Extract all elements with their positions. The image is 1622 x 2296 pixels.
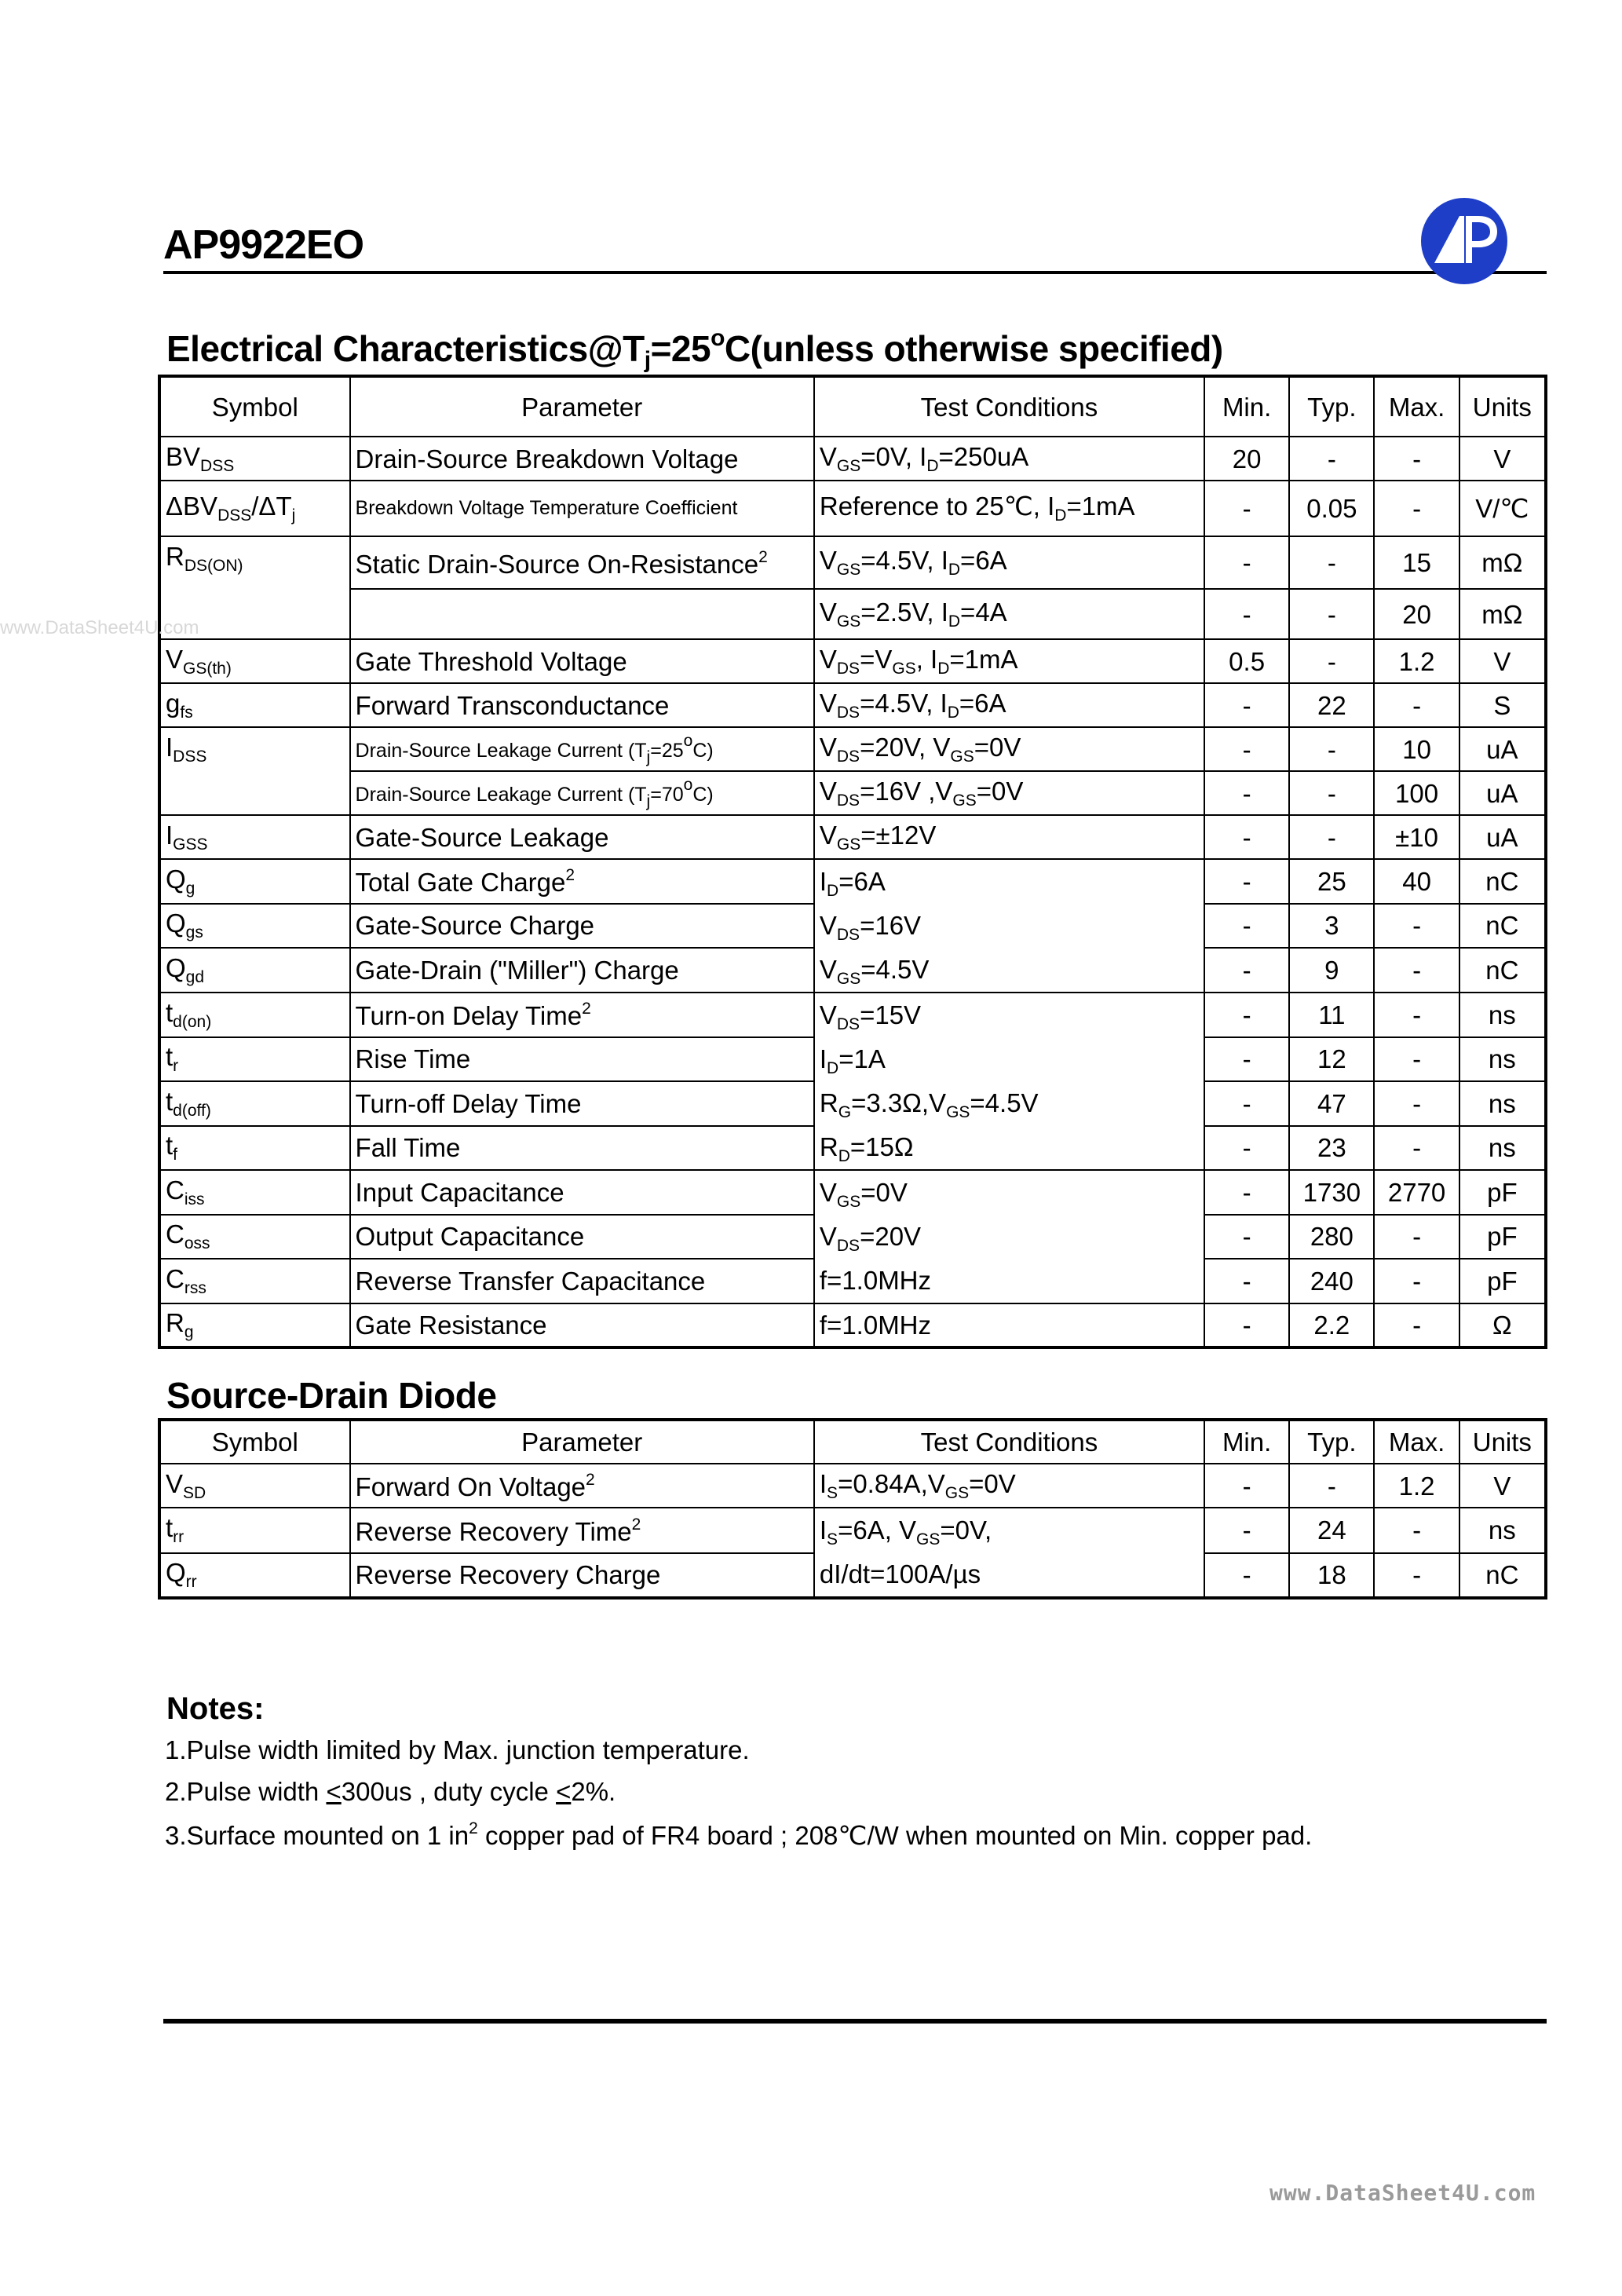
parameter-cell: [350, 589, 814, 639]
unit-cell: nC: [1459, 948, 1546, 993]
min-cell: -: [1204, 1259, 1289, 1303]
unit-cell: nC: [1459, 904, 1546, 949]
parameter-cell: Input Capacitance: [350, 1170, 814, 1215]
symbol-cell: $R_{DS(ON)}$: [159, 536, 350, 639]
max-cell: 100: [1374, 771, 1459, 815]
symbol-cell: $I_{GSS}$: [159, 815, 350, 859]
header-typ: Typ.: [1289, 1420, 1374, 1464]
max-cell: -: [1374, 904, 1459, 949]
min-cell: -: [1204, 1037, 1289, 1082]
header-units: Units: [1459, 1420, 1546, 1464]
condition-line: $V_{GS}=0V$: [819, 1178, 908, 1211]
parameter-cell: Gate-Source Charge: [350, 904, 814, 949]
symbol-cell: $C_{rss}$: [159, 1259, 350, 1303]
electrical-characteristics-title: Electrical $Characteristics@T_j=25^oC(unless$ otherwise specified): [166, 325, 1223, 373]
condition-line: f=1.0MHz: [819, 1266, 932, 1295]
parameter-cell: Reverse Recovery Charge: [350, 1553, 814, 1599]
table-row: [159, 727, 1546, 771]
header-conditions: Test Conditions: [814, 1420, 1204, 1464]
min-cell: -: [1204, 993, 1289, 1037]
min-cell: -: [1204, 1464, 1289, 1508]
min-cell: 0.5: [1204, 639, 1289, 683]
max-cell: 1.2: [1374, 639, 1459, 683]
unit-cell: nC: [1459, 859, 1546, 904]
min-cell: -: [1204, 481, 1289, 536]
unit-cell: ns: [1459, 1126, 1546, 1171]
symbol-cell: $C_{iss}$: [159, 1170, 350, 1215]
symbol-cell: $C_{oss}$: [159, 1215, 350, 1260]
condition-line: $V_{GS}=4.5V$: [819, 955, 930, 988]
table-row: [159, 771, 1546, 815]
unit-cell: Ω: [1459, 1303, 1546, 1347]
notes-title: Notes:: [166, 1691, 265, 1726]
parameter-cell: Static Drain-Source On-Resistance$^2$: [350, 536, 814, 589]
min-cell: 20: [1204, 437, 1289, 481]
parameter-cell: Gate-Source Leakage: [350, 815, 814, 859]
symbol-cell: $BV_{DSS}$: [159, 437, 350, 481]
unit-cell: V: [1459, 437, 1546, 481]
typ-cell: 0.05: [1289, 481, 1374, 536]
typ-cell: 12: [1289, 1037, 1374, 1082]
parameter-cell: Breakdown Voltage Temperature Coefficient: [350, 481, 814, 536]
max-cell: 15: [1374, 536, 1459, 589]
unit-cell: uA: [1459, 771, 1546, 815]
condition-cell: $V_{DS}=4.5V$, $I_D=6A$: [814, 683, 1204, 727]
table-row: [159, 1303, 1546, 1347]
part-number-title: AP9922EO: [163, 222, 364, 268]
unit-cell: uA: [1459, 815, 1546, 859]
table-header-row: [159, 1420, 1546, 1464]
symbol-cell: $I_{DSS}$: [159, 727, 350, 815]
unit-cell: pF: [1459, 1259, 1546, 1303]
typ-cell: -: [1289, 589, 1374, 639]
condition-cell: [814, 993, 1204, 1170]
condition-cell: [814, 859, 1204, 993]
condition-cell: $V_{GS}=4.5V$, $I_D=6A$: [814, 536, 1204, 589]
header-max: Max.: [1374, 376, 1459, 437]
unit-cell: ns: [1459, 1508, 1546, 1553]
max-cell: -: [1374, 1081, 1459, 1126]
min-cell: -: [1204, 815, 1289, 859]
condition-cell: [814, 1170, 1204, 1303]
typ-cell: 11: [1289, 993, 1374, 1037]
symbol-cell: $t_{d(off)}$: [159, 1081, 350, 1126]
parameter-cell: Turn-on Delay Time$^2$: [350, 993, 814, 1037]
max-cell: -: [1374, 481, 1459, 536]
symbol-cell: $t_r$: [159, 1037, 350, 1082]
unit-cell: V: [1459, 639, 1546, 683]
condition-cell: f=1.0MHz: [814, 1303, 1204, 1347]
note-3: 3.Surface mounted on 1 $in^2$ copper pad of FR4 board ; 208℃/W when mounted on Min. copper pad.: [165, 1819, 1313, 1850]
typ-cell: 24: [1289, 1508, 1374, 1553]
symbol-cell: $t_f$: [159, 1126, 350, 1171]
condition-cell: $I_S=0.84A,V_{GS}=0V$: [814, 1464, 1204, 1508]
header-conditions: Test Conditions: [814, 376, 1204, 437]
note-1: 1.Pulse width limited by Max. junction temperature.: [165, 1735, 750, 1764]
unit-cell: S: [1459, 683, 1546, 727]
header-min: Min.: [1204, 1420, 1289, 1464]
max-cell: 10: [1374, 727, 1459, 771]
max-cell: -: [1374, 1126, 1459, 1171]
symbol-cell: $V_{SD}$: [159, 1464, 350, 1508]
typ-cell: 2.2: [1289, 1303, 1374, 1347]
min-cell: -: [1204, 1126, 1289, 1171]
condition-cell: $V_{DS}=20V$, $V_{GS}=0V$: [814, 727, 1204, 771]
parameter-cell: Rise Time: [350, 1037, 814, 1082]
max-cell: 2770: [1374, 1170, 1459, 1215]
condition-line: $I_S=6A$, $V_{GS}=0V$,: [819, 1515, 992, 1548]
max-cell: -: [1374, 1303, 1459, 1347]
table-row: [159, 993, 1546, 1037]
typ-cell: -: [1289, 437, 1374, 481]
min-cell: -: [1204, 859, 1289, 904]
symbol-cell: $g_{fs}$: [159, 683, 350, 727]
max-cell: -: [1374, 1508, 1459, 1553]
max-cell: -: [1374, 993, 1459, 1037]
parameter-cell: Drain-Source Leakage Current $(T_j=25^oC)$: [350, 727, 814, 771]
parameter-cell: Turn-off Delay Time: [350, 1081, 814, 1126]
min-cell: -: [1204, 536, 1289, 589]
typ-cell: 18: [1289, 1553, 1374, 1599]
table-row: [159, 1464, 1546, 1508]
typ-cell: -: [1289, 639, 1374, 683]
table-row: [159, 481, 1546, 536]
parameter-cell: Reverse Transfer Capacitance: [350, 1259, 814, 1303]
condition-line: $R_D=15\Omega$: [819, 1132, 914, 1165]
symbol-cell: $Q_{rr}$: [159, 1553, 350, 1599]
typ-cell: 23: [1289, 1126, 1374, 1171]
condition-line: $V_{DS}=20V$: [819, 1222, 922, 1255]
unit-cell: pF: [1459, 1215, 1546, 1260]
condition-cell: $V_{DS}=V_{GS}$, $I_D=1mA$: [814, 639, 1204, 683]
symbol-cell: $Q_{gd}$: [159, 948, 350, 993]
min-cell: -: [1204, 683, 1289, 727]
parameter-cell: Total Gate Charge$^2$: [350, 859, 814, 904]
max-cell: -: [1374, 437, 1459, 481]
typ-cell: -: [1289, 815, 1374, 859]
condition-cell: $V_{GS}=0V$, $I_D=250uA$: [814, 437, 1204, 481]
condition-cell: $V_{GS}=2.5V$, $I_D=4A$: [814, 589, 1204, 639]
typ-cell: -: [1289, 771, 1374, 815]
unit-cell: nC: [1459, 1553, 1546, 1599]
typ-cell: 22: [1289, 683, 1374, 727]
typ-cell: 25: [1289, 859, 1374, 904]
min-cell: -: [1204, 1303, 1289, 1347]
table-row: [159, 1508, 1546, 1553]
parameter-cell: Gate-Drain ("Miller") Charge: [350, 948, 814, 993]
symbol-cell: $\Delta BV_{DSS}/\Delta T_j$: [159, 481, 350, 536]
max-cell: -: [1374, 683, 1459, 727]
parameter-cell: Reverse Recovery Time$^2$: [350, 1508, 814, 1553]
min-cell: -: [1204, 1508, 1289, 1553]
source-drain-diode-table: [158, 1418, 1547, 1600]
condition-cell: Reference to 25℃, $I_D=1mA$: [814, 481, 1204, 536]
unit-cell: mΩ: [1459, 536, 1546, 589]
typ-cell: 240: [1289, 1259, 1374, 1303]
min-cell: -: [1204, 771, 1289, 815]
min-cell: -: [1204, 727, 1289, 771]
unit-cell: V/℃: [1459, 481, 1546, 536]
min-cell: -: [1204, 589, 1289, 639]
symbol-cell: $Q_{gs}$: [159, 904, 350, 949]
header-typ: Typ.: [1289, 376, 1374, 437]
parameter-cell: Output Capacitance: [350, 1215, 814, 1260]
electrical-characteristics-table: [158, 375, 1547, 1349]
watermark-right: www.DataSheet4U.com: [1269, 2180, 1536, 2206]
typ-cell: -: [1289, 536, 1374, 589]
table-header-row: [159, 376, 1546, 437]
table-row: [159, 683, 1546, 727]
symbol-cell: $t_{rr}$: [159, 1508, 350, 1553]
header-symbol: Symbol: [159, 1420, 350, 1464]
parameter-cell: Fall Time: [350, 1126, 814, 1171]
table-row: [159, 536, 1546, 589]
parameter-cell: Gate Threshold Voltage: [350, 639, 814, 683]
parameter-cell: Forward On Voltage$^2$: [350, 1464, 814, 1508]
symbol-cell: $Q_g$: [159, 859, 350, 904]
unit-cell: uA: [1459, 727, 1546, 771]
header-units: Units: [1459, 376, 1546, 437]
unit-cell: pF: [1459, 1170, 1546, 1215]
unit-cell: ns: [1459, 1037, 1546, 1082]
max-cell: -: [1374, 1259, 1459, 1303]
condition-line: dI/dt=100A/µs: [819, 1559, 981, 1589]
typ-cell: 3: [1289, 904, 1374, 949]
parameter-cell: Drain-Source Leakage Current $(T_j=70^oC)$: [350, 771, 814, 815]
max-cell: -: [1374, 1215, 1459, 1260]
max-cell: -: [1374, 1553, 1459, 1599]
max-cell: ±10: [1374, 815, 1459, 859]
condition-line: $R_G=3.3\Omega,V_{GS}=4.5V$: [819, 1088, 1039, 1121]
unit-cell: ns: [1459, 993, 1546, 1037]
source-drain-diode-title: Source-Drain Diode: [166, 1375, 497, 1416]
header-parameter: Parameter: [350, 1420, 814, 1464]
unit-cell: V: [1459, 1464, 1546, 1508]
min-cell: -: [1204, 1553, 1289, 1599]
watermark-left: www.DataSheet4U.com: [0, 617, 199, 638]
condition-cell: $V_{DS}=16V$ $,V_{GS}=0V$: [814, 771, 1204, 815]
symbol-cell: $t_{d(on)}$: [159, 993, 350, 1037]
table-row: [159, 1170, 1546, 1215]
max-cell: 1.2: [1374, 1464, 1459, 1508]
condition-line: $V_{DS}=16V$: [819, 911, 922, 944]
parameter-cell: Forward Transconductance: [350, 683, 814, 727]
min-cell: -: [1204, 1081, 1289, 1126]
table-row: [159, 589, 1546, 639]
symbol-cell: $R_g$: [159, 1303, 350, 1347]
table-row: [159, 859, 1546, 904]
typ-cell: 9: [1289, 948, 1374, 993]
max-cell: 20: [1374, 589, 1459, 639]
min-cell: -: [1204, 948, 1289, 993]
typ-cell: 280: [1289, 1215, 1374, 1260]
max-cell: -: [1374, 1037, 1459, 1082]
condition-line: $I_D=6A$: [819, 867, 886, 900]
typ-cell: 47: [1289, 1081, 1374, 1126]
unit-cell: mΩ: [1459, 589, 1546, 639]
min-cell: -: [1204, 904, 1289, 949]
header-min: Min.: [1204, 376, 1289, 437]
footer-rule: [163, 2019, 1547, 2024]
typ-cell: -: [1289, 727, 1374, 771]
max-cell: 40: [1374, 859, 1459, 904]
parameter-cell: Drain-Source Breakdown Voltage: [350, 437, 814, 481]
symbol-cell: $V_{GS(th)}$: [159, 639, 350, 683]
table-row: [159, 437, 1546, 481]
table-row: [159, 815, 1546, 859]
condition-cell: $V_{GS}=\pm 12V$: [814, 815, 1204, 859]
header-max: Max.: [1374, 1420, 1459, 1464]
header-symbol: Symbol: [159, 376, 350, 437]
parameter-cell: Gate Resistance: [350, 1303, 814, 1347]
unit-cell: ns: [1459, 1081, 1546, 1126]
min-cell: -: [1204, 1170, 1289, 1215]
company-logo-icon: [1419, 196, 1510, 287]
condition-line: $V_{DS}=15V$: [819, 1000, 922, 1033]
condition-line: $I_D=1A$: [819, 1044, 886, 1077]
typ-cell: 1730: [1289, 1170, 1374, 1215]
header-rule: [163, 271, 1547, 274]
typ-cell: -: [1289, 1464, 1374, 1508]
table-row: [159, 639, 1546, 683]
condition-cell: [814, 1508, 1204, 1598]
max-cell: -: [1374, 948, 1459, 993]
header-parameter: Parameter: [350, 376, 814, 437]
min-cell: -: [1204, 1215, 1289, 1260]
note-2: 2.Pulse width <300us , duty cycle <2%.: [165, 1777, 616, 1806]
